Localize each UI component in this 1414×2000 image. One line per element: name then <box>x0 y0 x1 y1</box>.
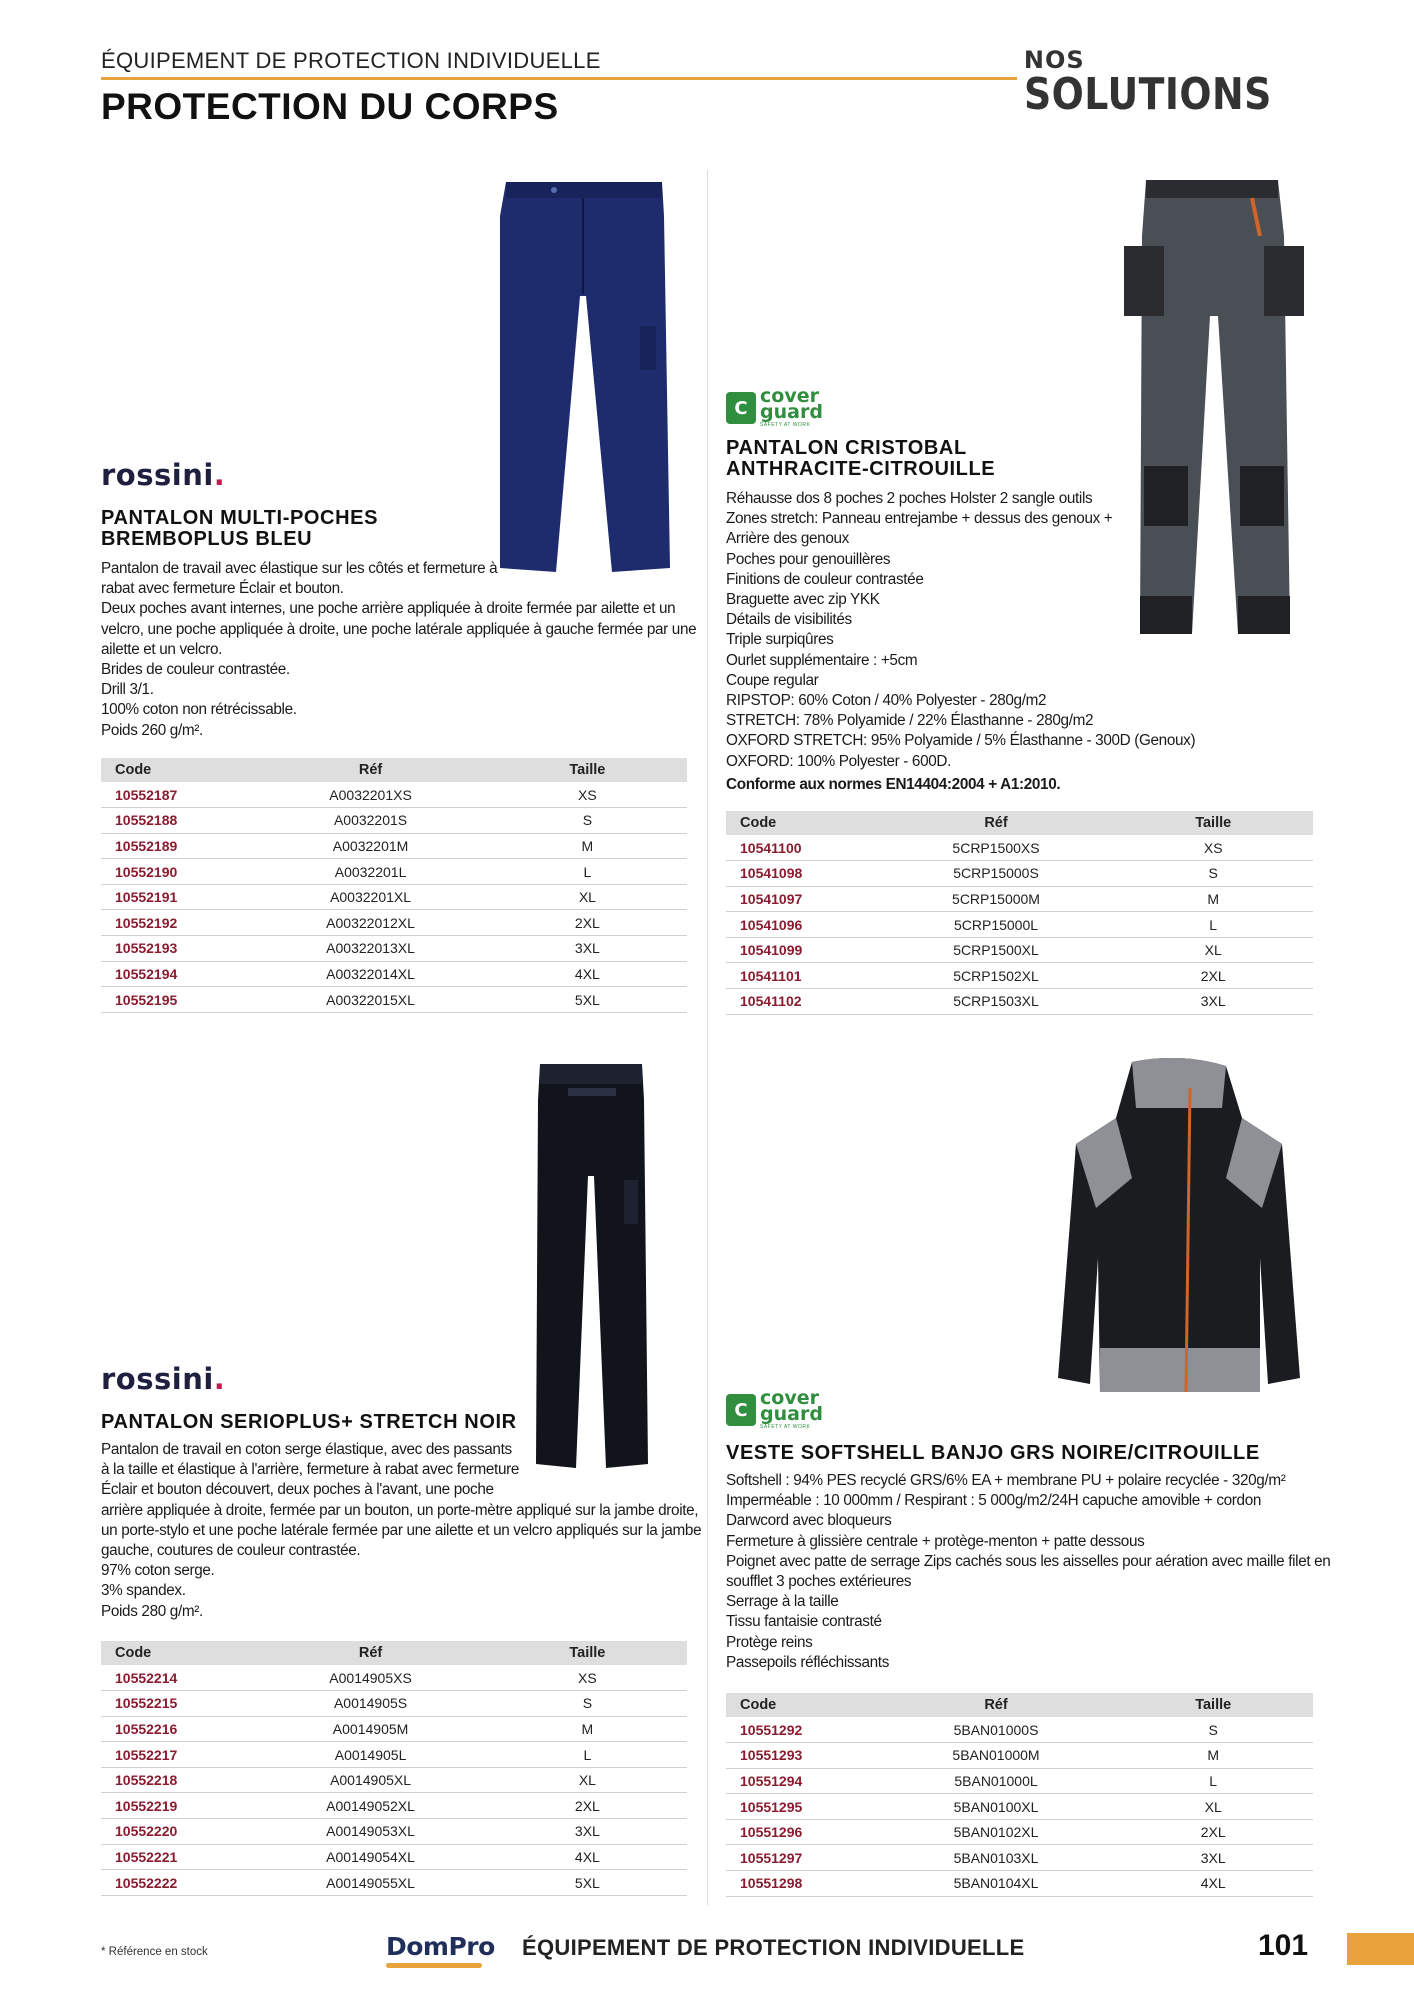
table-row <box>101 859 687 885</box>
cell-taille: 5XL <box>488 1870 687 1896</box>
cell-code: 10552222 <box>101 1870 253 1896</box>
product-title: PANTALON MULTI-POCHES BREMBOPLUS BLEU <box>101 507 379 550</box>
cell-taille: L <box>488 859 687 885</box>
cell-code: 10552214 <box>101 1665 253 1691</box>
cell-ref: A0032201S <box>253 808 487 834</box>
cell-taille: XS <box>488 1665 687 1691</box>
cell-ref: A0032201XL <box>253 884 487 910</box>
table-row <box>726 886 1313 912</box>
header-rule <box>101 77 1017 80</box>
column-header-ref: Réf <box>879 1693 1114 1717</box>
table-row <box>726 1768 1313 1794</box>
column-header-taille: Taille <box>1113 1693 1313 1717</box>
table-header-row <box>726 1693 1313 1717</box>
cell-code: 10552195 <box>101 987 253 1013</box>
cell-code: 10541099 <box>726 937 879 963</box>
table-row <box>726 1743 1313 1769</box>
size-table-serioplus <box>101 1641 687 1896</box>
cell-taille: XL <box>1113 937 1313 963</box>
column-header-code: Code <box>101 1641 253 1665</box>
coverguard-logo-top: cover <box>760 1387 819 1409</box>
product-description: Réhausse dos 8 poches 2 poches Holster 2 sangle outils Zones stretch: Panneau entrejambe + dessus des genoux + Arrière des genoux Poches pour genouillères Finitions de couleur contrastée Braguette avec zip YKK Détails de visibilités Triple surpiqûres Ourlet supplémentaire : +5cm Coupe regular RIPSTOP: 60% Coton / 40% Polyester - 280g/m2 STRETCH: 78% Polyamide / 22% Élasthanne - 280g/m2 OXFORD STRETCH: 95% Polyamide / 5% Élasthanne - 300D (Genoux) OXFORD: 100% Polyester - 600D. Conforme aux normes EN14404:2004 + A1:2010. <box>726 489 1186 795</box>
cell-code: 10552192 <box>101 910 253 936</box>
cell-code: 10551292 <box>726 1717 879 1743</box>
table-row <box>726 1819 1313 1845</box>
norm-compliance: Conforme aux normes EN14404:2004 + A1:2010. <box>726 775 1061 793</box>
cell-ref: 5CRP1503XL <box>879 989 1114 1015</box>
cell-code: 10552217 <box>101 1742 253 1768</box>
table-row <box>726 1794 1313 1820</box>
column-header-ref: Réf <box>879 811 1114 835</box>
page-title: PROTECTION DU CORPS <box>101 86 559 127</box>
badge-big-text: SOLUTIONS <box>1023 69 1272 120</box>
table-row <box>101 782 687 808</box>
cell-code: 10541096 <box>726 912 879 938</box>
product-title: VESTE SOFTSHELL BANJO GRS NOIRE/CITROUILLE <box>726 1442 1260 1464</box>
table-row <box>726 861 1313 887</box>
cell-code: 10552216 <box>101 1716 253 1742</box>
cell-ref: A00149053XL <box>253 1819 487 1845</box>
product-serioplus <box>101 1362 225 1396</box>
cell-code: 10541100 <box>726 835 879 861</box>
dompro-logo <box>386 1932 495 1961</box>
product-banjo-text <box>726 1442 1331 1673</box>
cell-taille: S <box>1113 1717 1313 1743</box>
cell-code: 10552215 <box>101 1691 253 1717</box>
cell-ref: 5CRP1500XS <box>879 835 1114 861</box>
cell-ref: 5CRP15000L <box>879 912 1114 938</box>
column-header-ref: Réf <box>253 1641 487 1665</box>
column-header-code: Code <box>101 758 253 782</box>
table-row <box>101 1793 687 1819</box>
cell-taille: 4XL <box>488 1844 687 1870</box>
cell-ref: A0014905XS <box>253 1665 487 1691</box>
cell-code: 10552189 <box>101 833 253 859</box>
cell-ref: 5BAN01000S <box>879 1717 1114 1743</box>
cell-code: 10541101 <box>726 963 879 989</box>
cell-taille: 2XL <box>488 1793 687 1819</box>
cell-taille: L <box>1113 912 1313 938</box>
cell-taille: 3XL <box>1113 1845 1313 1871</box>
cell-code: 10552219 <box>101 1793 253 1819</box>
table-header-row <box>101 1641 687 1665</box>
page-tab-marker <box>1347 1933 1414 1965</box>
cell-code: 10551297 <box>726 1845 879 1871</box>
cell-taille: S <box>488 808 687 834</box>
cell-taille: 4XL <box>1113 1871 1313 1897</box>
table-row <box>101 1844 687 1870</box>
cell-taille: S <box>1113 861 1313 887</box>
cell-code: 10541097 <box>726 886 879 912</box>
cell-code: 10552194 <box>101 961 253 987</box>
cell-taille: S <box>488 1691 687 1717</box>
cell-taille: XS <box>1113 835 1313 861</box>
table-row <box>101 833 687 859</box>
table-row <box>726 989 1313 1015</box>
cell-code: 10552191 <box>101 884 253 910</box>
table-row <box>101 884 687 910</box>
column-header-taille: Taille <box>1113 811 1313 835</box>
cell-taille: M <box>488 1716 687 1742</box>
table-row <box>101 961 687 987</box>
cell-taille: XL <box>488 1767 687 1793</box>
cell-ref: A00322012XL <box>253 910 487 936</box>
rossini-logo-dot: . <box>213 1362 226 1396</box>
cell-ref: A00149055XL <box>253 1870 487 1896</box>
table-row <box>101 808 687 834</box>
product-title: PANTALON CRISTOBAL ANTHRACITE-CITROUILLE <box>726 437 996 480</box>
cell-code: 10541098 <box>726 861 879 887</box>
coverguard-tagline: SAFETY AT WORK <box>760 422 811 429</box>
size-table-banjo <box>726 1693 1313 1897</box>
column-header-ref: Réf <box>253 758 487 782</box>
black-trousers-image <box>532 1060 650 1472</box>
rossini-logo-text: rossini <box>101 458 214 492</box>
rossini-logo <box>101 1362 225 1396</box>
cell-ref: 5BAN01000M <box>879 1743 1114 1769</box>
cell-taille: 2XL <box>1113 1819 1313 1845</box>
cell-code: 10551295 <box>726 1794 879 1820</box>
cell-ref: 5BAN0104XL <box>879 1871 1114 1897</box>
table-row <box>726 835 1313 861</box>
cell-code: 10551294 <box>726 1768 879 1794</box>
cell-taille: 3XL <box>488 1819 687 1845</box>
coverguard-shield-icon: C <box>726 392 756 424</box>
rossini-logo-dot: . <box>213 458 226 492</box>
cell-code: 10551296 <box>726 1819 879 1845</box>
product-bremboplus-text <box>101 507 697 741</box>
coverguard-tagline: SAFETY AT WORK <box>760 1424 811 1431</box>
table-row <box>101 1819 687 1845</box>
rossini-logo <box>101 458 225 492</box>
cell-ref: A00149054XL <box>253 1844 487 1870</box>
table-row <box>726 1717 1313 1743</box>
cell-ref: 5BAN0102XL <box>879 1819 1114 1845</box>
cell-taille: M <box>1113 886 1313 912</box>
cell-code: 10552193 <box>101 936 253 962</box>
cell-taille: 3XL <box>1113 989 1313 1015</box>
table-row <box>726 1871 1313 1897</box>
table-row <box>101 1870 687 1896</box>
table-row <box>101 1767 687 1793</box>
table-row <box>726 1845 1313 1871</box>
cell-ref: 5BAN0103XL <box>879 1845 1114 1871</box>
column-header-code: Code <box>726 811 879 835</box>
cell-taille: L <box>1113 1768 1313 1794</box>
cell-taille: M <box>488 833 687 859</box>
cell-taille: 2XL <box>488 910 687 936</box>
table-row <box>101 1691 687 1717</box>
coverguard-logo-top: cover <box>760 385 819 407</box>
cell-taille: 3XL <box>488 936 687 962</box>
page-number: 101 <box>1258 1929 1309 1962</box>
stock-footnote: * Référence en stock <box>101 1946 208 1958</box>
cell-taille: 5XL <box>488 987 687 1013</box>
cell-ref: A0014905L <box>253 1742 487 1768</box>
cell-taille: L <box>488 1742 687 1768</box>
table-row <box>101 1716 687 1742</box>
table-row <box>101 936 687 962</box>
cell-ref: A00322015XL <box>253 987 487 1013</box>
size-table-bremboplus <box>101 758 687 1013</box>
size-table-cristobal <box>726 811 1313 1015</box>
cell-ref: 5CRP15000S <box>879 861 1114 887</box>
cell-ref: 5BAN01000L <box>879 1768 1114 1794</box>
cell-code: 10551293 <box>726 1743 879 1769</box>
column-header-taille: Taille <box>488 758 687 782</box>
product-cristobal-text <box>726 437 1196 795</box>
dompro-swoosh <box>386 1963 482 1968</box>
cell-taille: 4XL <box>488 961 687 987</box>
coverguard-logo-bottom: guard <box>760 401 823 424</box>
cell-taille: M <box>1113 1743 1313 1769</box>
cell-ref: A0014905S <box>253 1691 487 1717</box>
footer-category: ÉQUIPEMENT DE PROTECTION INDIVIDUELLE <box>522 1935 1025 1960</box>
product-bremboplus <box>101 458 225 492</box>
product-description: Softshell : 94% PES recyclé GRS/6% EA + membrane PU + polaire recyclée - 320g/m² Imperméable : 10 000mm / Respirant : 5 000g/m2/24H capuche amovible + cordon Darwcord avec bloqueurs Fermeture à glissière centrale + protège-menton + patte dessous Poignet avec patte de serrage Zips cachés sous les aisselles pour aération avec maille filet en soufflet 3 poches extérieures Serrage à la taille Tissu fantaisie contrasté Protège reins Passepoils réfléchissants <box>726 1472 1331 1671</box>
cell-code: 10552218 <box>101 1767 253 1793</box>
cell-ref: A0032201M <box>253 833 487 859</box>
coverguard-logo <box>726 385 823 429</box>
table-header-row <box>726 811 1313 835</box>
table-row <box>101 987 687 1013</box>
cell-ref: 5CRP1502XL <box>879 963 1114 989</box>
product-title: PANTALON SERIOPLUS+ STRETCH NOIR <box>101 1411 517 1433</box>
cell-ref: A0014905XL <box>253 1767 487 1793</box>
cell-taille: 2XL <box>1113 963 1313 989</box>
table-row <box>101 1742 687 1768</box>
product-description: Pantalon de travail en coton serge élastique, avec des passants à la taille et élastique à l'arrière, fermeture à rabat avec fermeture Éclair et bouton découvert, deux poches à l'avant, une poche arrière appliquée à droite, fermée par un bouton, un porte-mètre appliqué sur la jambe droite, un porte-stylo et une poche latérale fermée par une ailette et un velcro appliqués sur la jambe gauche, coutures de couleur contrastée. 97% coton serge. 3% spandex. Poids 280 g/m². <box>101 1441 702 1620</box>
cell-code: 10552190 <box>101 859 253 885</box>
table-header-row <box>101 758 687 782</box>
cell-ref: A00322014XL <box>253 961 487 987</box>
cell-code: 10552221 <box>101 1844 253 1870</box>
cell-ref: 5BAN0100XL <box>879 1794 1114 1820</box>
coverguard-logo-bottom: guard <box>760 1403 823 1426</box>
nos-solutions-badge <box>1024 48 1312 118</box>
cell-ref: A0032201XS <box>253 782 487 808</box>
column-header-code: Code <box>726 1693 879 1717</box>
dompro-logo-text: DomPro <box>386 1932 495 1961</box>
coverguard-logo <box>726 1387 823 1431</box>
cell-ref: A00322013XL <box>253 936 487 962</box>
product-serioplus-text <box>101 1412 701 1622</box>
cell-taille: XS <box>488 782 687 808</box>
table-row <box>726 963 1313 989</box>
table-row <box>101 910 687 936</box>
cell-taille: XL <box>488 884 687 910</box>
column-header-taille: Taille <box>488 1641 687 1665</box>
badge-small-text: NOS <box>1023 46 1085 74</box>
cell-code: 10552220 <box>101 1819 253 1845</box>
cell-code: 10541102 <box>726 989 879 1015</box>
table-row <box>726 937 1313 963</box>
header-category: ÉQUIPEMENT DE PROTECTION INDIVIDUELLE <box>101 48 601 73</box>
softshell-jacket-image <box>1056 1058 1302 1398</box>
cell-code: 10552188 <box>101 808 253 834</box>
cell-taille: XL <box>1113 1794 1313 1820</box>
cell-code: 10551298 <box>726 1871 879 1897</box>
coverguard-shield-icon: C <box>726 1394 756 1426</box>
cell-ref: A0014905M <box>253 1716 487 1742</box>
cell-ref: 5CRP1500XL <box>879 937 1114 963</box>
table-row <box>726 912 1313 938</box>
rossini-logo-text: rossini <box>101 1362 214 1396</box>
cell-code: 10552187 <box>101 782 253 808</box>
cell-ref: 5CRP15000M <box>879 886 1114 912</box>
cell-ref: A00149052XL <box>253 1793 487 1819</box>
table-row <box>101 1665 687 1691</box>
cell-ref: A0032201L <box>253 859 487 885</box>
product-description: Pantalon de travail avec élastique sur les côtés et fermeture à rabat avec fermeture Éclair et bouton. Deux poches avant internes, une poche arrière appliquée à droite fermée par ailette et un velcro, une poche appliquée à droite, une poche latérale appliquée à gauche fermée par une ailette et un velcro. Brides de couleur contrastée. Drill 3/1. 100% coton non rétrécissable. Poids 260 g/m². <box>101 560 697 739</box>
column-divider <box>707 170 708 1905</box>
